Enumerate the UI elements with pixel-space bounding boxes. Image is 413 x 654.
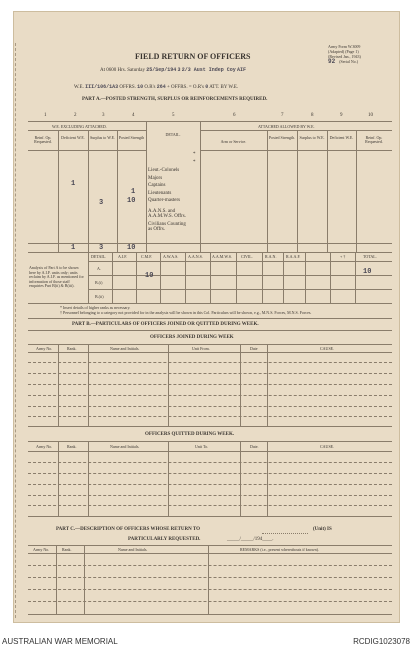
table-rule <box>58 344 59 426</box>
table-rule <box>28 318 392 319</box>
form-id-line: (Revised Jan., 1943) <box>328 54 361 59</box>
table-rule <box>88 344 89 426</box>
col-number: 3 <box>102 113 105 118</box>
footer-credit: AUSTRALIAN WAR MEMORIAL <box>2 637 118 646</box>
form-id-line: Army Form W.3009 <box>328 44 361 49</box>
part-b-heading: PART B.—PARTICULARS OF OFFICERS JOINED OR QUITTED DURING WEEK. <box>72 322 259 327</box>
part-c-heading: PART C.—DESCRIPTION OF OFFICERS WHOSE RETURN TO <box>56 527 201 532</box>
table-rule <box>305 252 306 303</box>
quitted-col-header: CAUSE. <box>320 444 335 449</box>
table-rule <box>200 150 392 151</box>
part-a-heading: PART A.—POSTED STRENGTH, SURPLUS OR REINFORCEMENTS REQUIRED. <box>82 97 268 102</box>
joined-col-header: Army No. <box>36 346 53 351</box>
entry-row[interactable] <box>28 384 392 385</box>
table-rule <box>28 545 392 546</box>
table-rule <box>327 130 328 252</box>
posted-captains-entry: 1 <box>131 188 136 196</box>
rank-list <box>148 167 186 232</box>
column-header: Deficient W.E. <box>61 135 85 140</box>
table-rule <box>88 275 392 276</box>
asterisk-mark: * <box>193 152 196 157</box>
quitted-col-header: Date. <box>250 444 259 449</box>
analysis-aif-value: 10 <box>145 272 154 280</box>
form-id-line <box>328 59 361 64</box>
unit-suffix: AIF <box>237 67 247 73</box>
table-rule <box>236 252 237 303</box>
rank-label: as Offrs. <box>148 226 166 232</box>
table-rule <box>88 130 89 252</box>
table-rule <box>28 352 392 353</box>
table-rule <box>28 121 392 122</box>
we-value: III/106/1A3 <box>85 84 119 90</box>
table-rule <box>88 289 392 290</box>
analysis-header: TOTAL. <box>363 254 377 259</box>
joined-col-header: Name and Initials. <box>110 346 140 351</box>
col-number: 5 <box>172 113 175 118</box>
analysis-header: DETAIL. <box>91 254 107 259</box>
table-rule <box>267 130 268 252</box>
col-number: 9 <box>340 113 343 118</box>
entry-row[interactable] <box>28 495 392 496</box>
rank-label: Captains <box>148 183 166 188</box>
table-rule <box>200 130 392 131</box>
ors-value: 264 <box>156 84 166 90</box>
analysis-row-label: B.(i) <box>95 280 103 285</box>
table-rule <box>136 252 137 303</box>
table-rule <box>28 344 392 345</box>
table-rule <box>28 451 392 452</box>
analysis-header: R.A.A.F. <box>286 254 301 259</box>
deficient-entry: 1 <box>71 180 76 188</box>
joined-title: OFFICERS JOINED DURING WEEK <box>150 335 234 340</box>
analysis-header: A.A.N.S. <box>188 254 203 259</box>
analysis-header: A.W.A.S. <box>163 254 179 259</box>
analysis-header: A.I.F. <box>118 254 128 259</box>
table-rule <box>146 121 147 252</box>
binding-perforation <box>15 43 17 618</box>
analysis-header: R.A.N. <box>265 254 277 259</box>
col-number: 8 <box>311 113 314 118</box>
entry-row[interactable] <box>28 601 392 602</box>
att-ors-label: O.R's <box>192 85 204 90</box>
column-header: Arm or Service. <box>220 139 247 144</box>
asterisk-mark: * <box>193 160 196 165</box>
part-c-col-header: Name and Initials. <box>118 547 148 552</box>
posted-lieuts-entry: 10 <box>127 197 136 205</box>
att-offrs-label: + OFFRS. = <box>166 85 192 90</box>
table-rule <box>283 252 284 303</box>
analysis-row-label: A. <box>97 266 101 271</box>
table-rule <box>88 252 89 303</box>
date-value: 25/Sep/194 <box>146 67 177 73</box>
column-header: Surplus to W.E. <box>89 135 116 140</box>
rank-label: A.A.M.W.S. Offrs. <box>148 213 186 219</box>
serial-label: (Serial No.) <box>339 59 359 64</box>
table-rule <box>28 303 392 304</box>
entry-row[interactable] <box>28 589 392 590</box>
att-value: 0 <box>205 84 209 90</box>
table-rule <box>262 252 263 303</box>
table-rule <box>88 261 392 262</box>
table-rule <box>240 344 241 426</box>
col-number: 7 <box>281 113 284 118</box>
analysis-total-value: 10 <box>363 268 372 276</box>
unit-field[interactable] <box>262 533 308 534</box>
total-posted: 10 <box>127 244 136 252</box>
part-c-col-header: Rank. <box>62 547 72 552</box>
entry-row[interactable] <box>28 565 392 566</box>
part-c-date: _____/_____/194____. <box>227 537 274 542</box>
table-rule <box>84 545 85 615</box>
quitted-col-header: Rank. <box>67 444 77 449</box>
table-rule <box>297 130 298 252</box>
rank-label: Lieutenants <box>148 190 172 196</box>
table-rule <box>28 614 392 615</box>
rank-label: Lieut.-Colonels <box>148 168 180 173</box>
table-rule <box>58 130 59 252</box>
entry-row[interactable] <box>28 577 392 578</box>
entry-row[interactable] <box>28 373 392 374</box>
we-label: W.E. <box>74 85 84 90</box>
quitted-title: OFFICERS QUITTED DURING WEEK. <box>145 432 235 437</box>
table-rule <box>267 344 268 426</box>
rank-label: Majors <box>148 175 163 181</box>
col-number: 2 <box>74 113 77 118</box>
table-rule <box>117 130 118 252</box>
quitted-col-header: Name and Initials. <box>110 444 140 449</box>
entry-row[interactable] <box>28 462 392 463</box>
analysis-header: A.A.M.W.S. <box>212 254 232 259</box>
table-rule <box>356 130 357 252</box>
table-rule <box>112 252 113 303</box>
column-header: Reinf. Op. Requested. <box>365 135 383 144</box>
entry-row[interactable] <box>28 484 392 485</box>
column-header: Posted Strength <box>118 135 145 140</box>
col-number: 4 <box>132 113 135 118</box>
table-rule <box>330 252 331 303</box>
form-identifier <box>328 44 361 64</box>
column-header: Deficient W.E. <box>329 135 354 140</box>
table-rule <box>185 252 186 303</box>
table-rule <box>28 441 392 442</box>
joined-col-header: Date <box>250 346 258 351</box>
part-c-subheading: PARTICULARLY REQUESTED. <box>128 537 201 542</box>
table-rule <box>28 553 392 554</box>
table-rule <box>28 330 392 331</box>
col-number: 10 <box>368 113 373 118</box>
rank-label: A.A.N.S. and <box>148 208 176 214</box>
analysis-header: CIVIL. <box>241 254 253 259</box>
year-value: 3 <box>177 67 181 73</box>
part-c-col-header: Army No. <box>33 547 50 552</box>
table-rule <box>28 516 392 517</box>
joined-col-header: CAUSE. <box>320 346 335 351</box>
total-deficient: 1 <box>71 244 76 252</box>
entry-row[interactable] <box>28 505 392 506</box>
col-number: 6 <box>233 113 236 118</box>
offrs-label: OFFRS. <box>119 85 136 90</box>
form-id-line: (Adapted) (Page 1) <box>328 49 359 54</box>
offrs-value: 10 <box>137 84 144 90</box>
att-label: ATT. BY W.E. <box>209 85 239 90</box>
table-rule <box>355 252 356 303</box>
serial-number: 92 <box>328 58 336 65</box>
joined-col-header: Rank. <box>67 346 77 351</box>
report-time-line <box>100 67 246 73</box>
table-rule <box>168 344 169 426</box>
entry-row[interactable] <box>28 362 392 363</box>
table-rule <box>28 426 392 427</box>
column-header: DETAIL. <box>165 132 181 137</box>
rank-label: Quarter-masters <box>148 198 181 203</box>
analysis-header: + † <box>340 254 346 259</box>
at-label: At 0600 Hrs. Saturday <box>100 68 145 73</box>
table-rule <box>56 545 57 615</box>
joined-col-header: Unit From. <box>192 346 210 351</box>
table-rule <box>208 545 209 615</box>
note-line: * Insert details of higher ranks as necessary. <box>60 305 131 310</box>
unit-value: 2/3 Aust Indep Coy <box>181 67 236 73</box>
ors-label: O.R's <box>144 85 156 90</box>
table-rule <box>160 252 161 303</box>
analysis-header: C.M.F. <box>141 254 153 259</box>
table-rule <box>28 243 392 244</box>
establishment-line <box>74 84 238 90</box>
column-header: Reinf. Op. Requested. <box>34 135 52 144</box>
col-number: 1 <box>44 113 47 118</box>
quitted-col-header: Army No. <box>36 444 53 449</box>
column-header: Surplus to W.E. <box>299 135 325 140</box>
part-c-unit: (Unit) IS <box>313 527 332 532</box>
entry-row[interactable] <box>28 473 392 474</box>
entry-row[interactable] <box>28 406 392 407</box>
entry-row[interactable] <box>28 416 392 417</box>
analysis-note: Analysis of Part A to be shown here by A.I.F. units only; units reclaim by A.I.F. as mentioned for information of those staff enquiries Part B(ii) & B(iii). <box>29 265 84 288</box>
group-header-attached: ATTACHED ALLOWED BY W.E. <box>258 124 315 129</box>
table-rule <box>210 252 211 303</box>
column-header: Posted Strength. <box>268 135 296 140</box>
analysis-row-label: B.(ii) <box>95 294 104 299</box>
table-rule <box>28 150 146 151</box>
quitted-col-header: Unit To. <box>195 444 209 449</box>
note-line: † Personnel belonging to a category not provided for in the analysis will be shown in this Col. Particulars will be shown, e.g., M.N.S. Forces, M.N.S. Forces. <box>60 310 312 315</box>
footer-record-id: RCDIG1023078 <box>353 637 410 646</box>
entry-row[interactable] <box>28 395 392 396</box>
table-rule <box>28 130 146 131</box>
page-title: FIELD RETURN OF OFFICERS <box>135 52 251 61</box>
part-c-col-header: REMARKS (i.e., present whereabouts if known). <box>240 547 319 552</box>
rank-label: Civilians Counting <box>148 221 186 227</box>
group-header-we: W.E. EXCLUDING ATTACHED. <box>52 124 107 129</box>
surplus-entry: 3 <box>99 199 104 207</box>
total-surplus: 3 <box>99 244 104 252</box>
